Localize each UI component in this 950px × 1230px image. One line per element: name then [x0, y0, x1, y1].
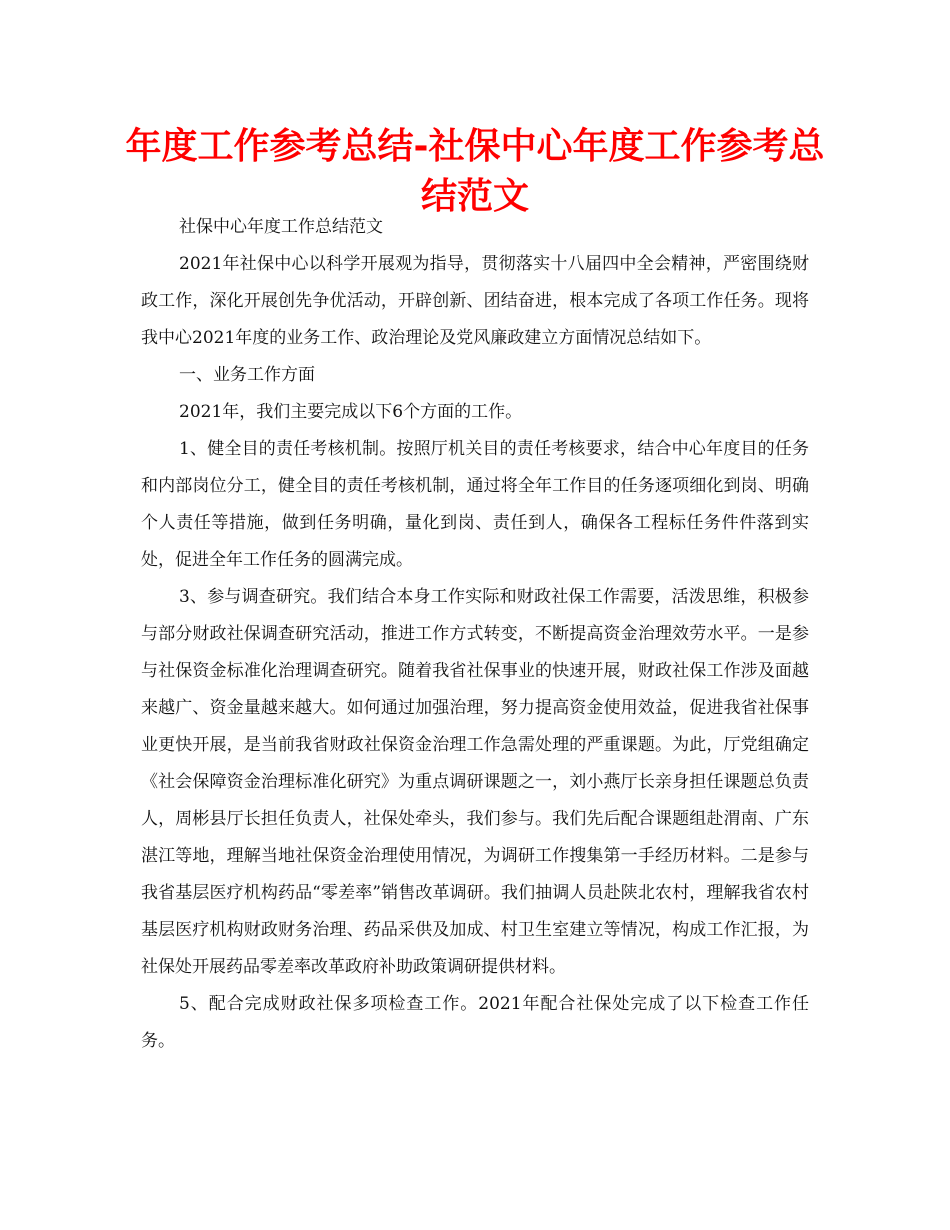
- paragraph-item-3: 3、参与调查研究。我们结合本身工作实际和财政社保工作需要，活泼思维，积极参与部分财政社保调查研究活动，推进工作方式转变，不断提高资金治理效劳水平。一是参与社保资金标准化治理调查研究。随着我省社保事业的快速开展，财政社保工作涉及面越来越广、资金量越来越大。如何通过加强治理，努力提高资金使用效益，促进我省社保事业更快开展，是当前我省财政社保资金治理工作急需处理的严重课题。为此，厅党组确定《社会保障资金治理标准化研究》为重点调研课题之一，刘小燕厅长亲身担任课题总负责人，周彬县厅长担任负责人，社保处牵头，我们参与。我们先后配合课题组赴渭南、广东湛江等地，理解当地社保资金治理使用情况，为调研工作搜集第一手经历材料。二是参与我省基层医疗机构药品“零差率”销售改革调研。我们抽调人员赴陕北农村，理解我省农村基层医疗机构财政财务治理、药品采供及加成、村卫生室建立等情况，构成工作汇报，为社保处开展药品零差率改革政府补助政策调研提供材料。: [141, 587, 809, 977]
- paragraph-summary: 2021年，我们主要完成以下6个方面的工作。: [179, 402, 523, 422]
- section-heading: 一、业务工作方面: [179, 365, 315, 385]
- paragraph-item-1: 1、健全目的责任考核机制。按照厅机关目的责任考核要求，结合中心年度目的任务和内部岗位分工，健全目的责任考核机制，通过将全年工作目的任务逐项细化到岗、明确个人责任等措施，做到任务明确，量化到岗、责任到人，确保各工程标任务件件落到实处，促进全年工作任务的圆满完成。: [141, 439, 809, 570]
- paragraph-intro: 2021年社保中心以科学开展观为指导，贯彻落实十八届四中全会精神，严密围绕财政工作，深化开展创先争优活动，开辟创新、团结奋进，根本完成了各项工作任务。现将我中心2021年度的业务工作、政治理论及党风廉政建立方面情况总结如下。: [141, 254, 809, 348]
- document-title: 年度工作参考总结-社保中心年度工作参考总结范文: [125, 126, 825, 217]
- document-body: [141, 209, 809, 1060]
- paragraph-item-5: 5、配合完成财政社保多项检查工作。2021年配合社保处完成了以下检查工作任务。: [141, 994, 809, 1051]
- document-subtitle: 社保中心年度工作总结范文: [179, 217, 383, 237]
